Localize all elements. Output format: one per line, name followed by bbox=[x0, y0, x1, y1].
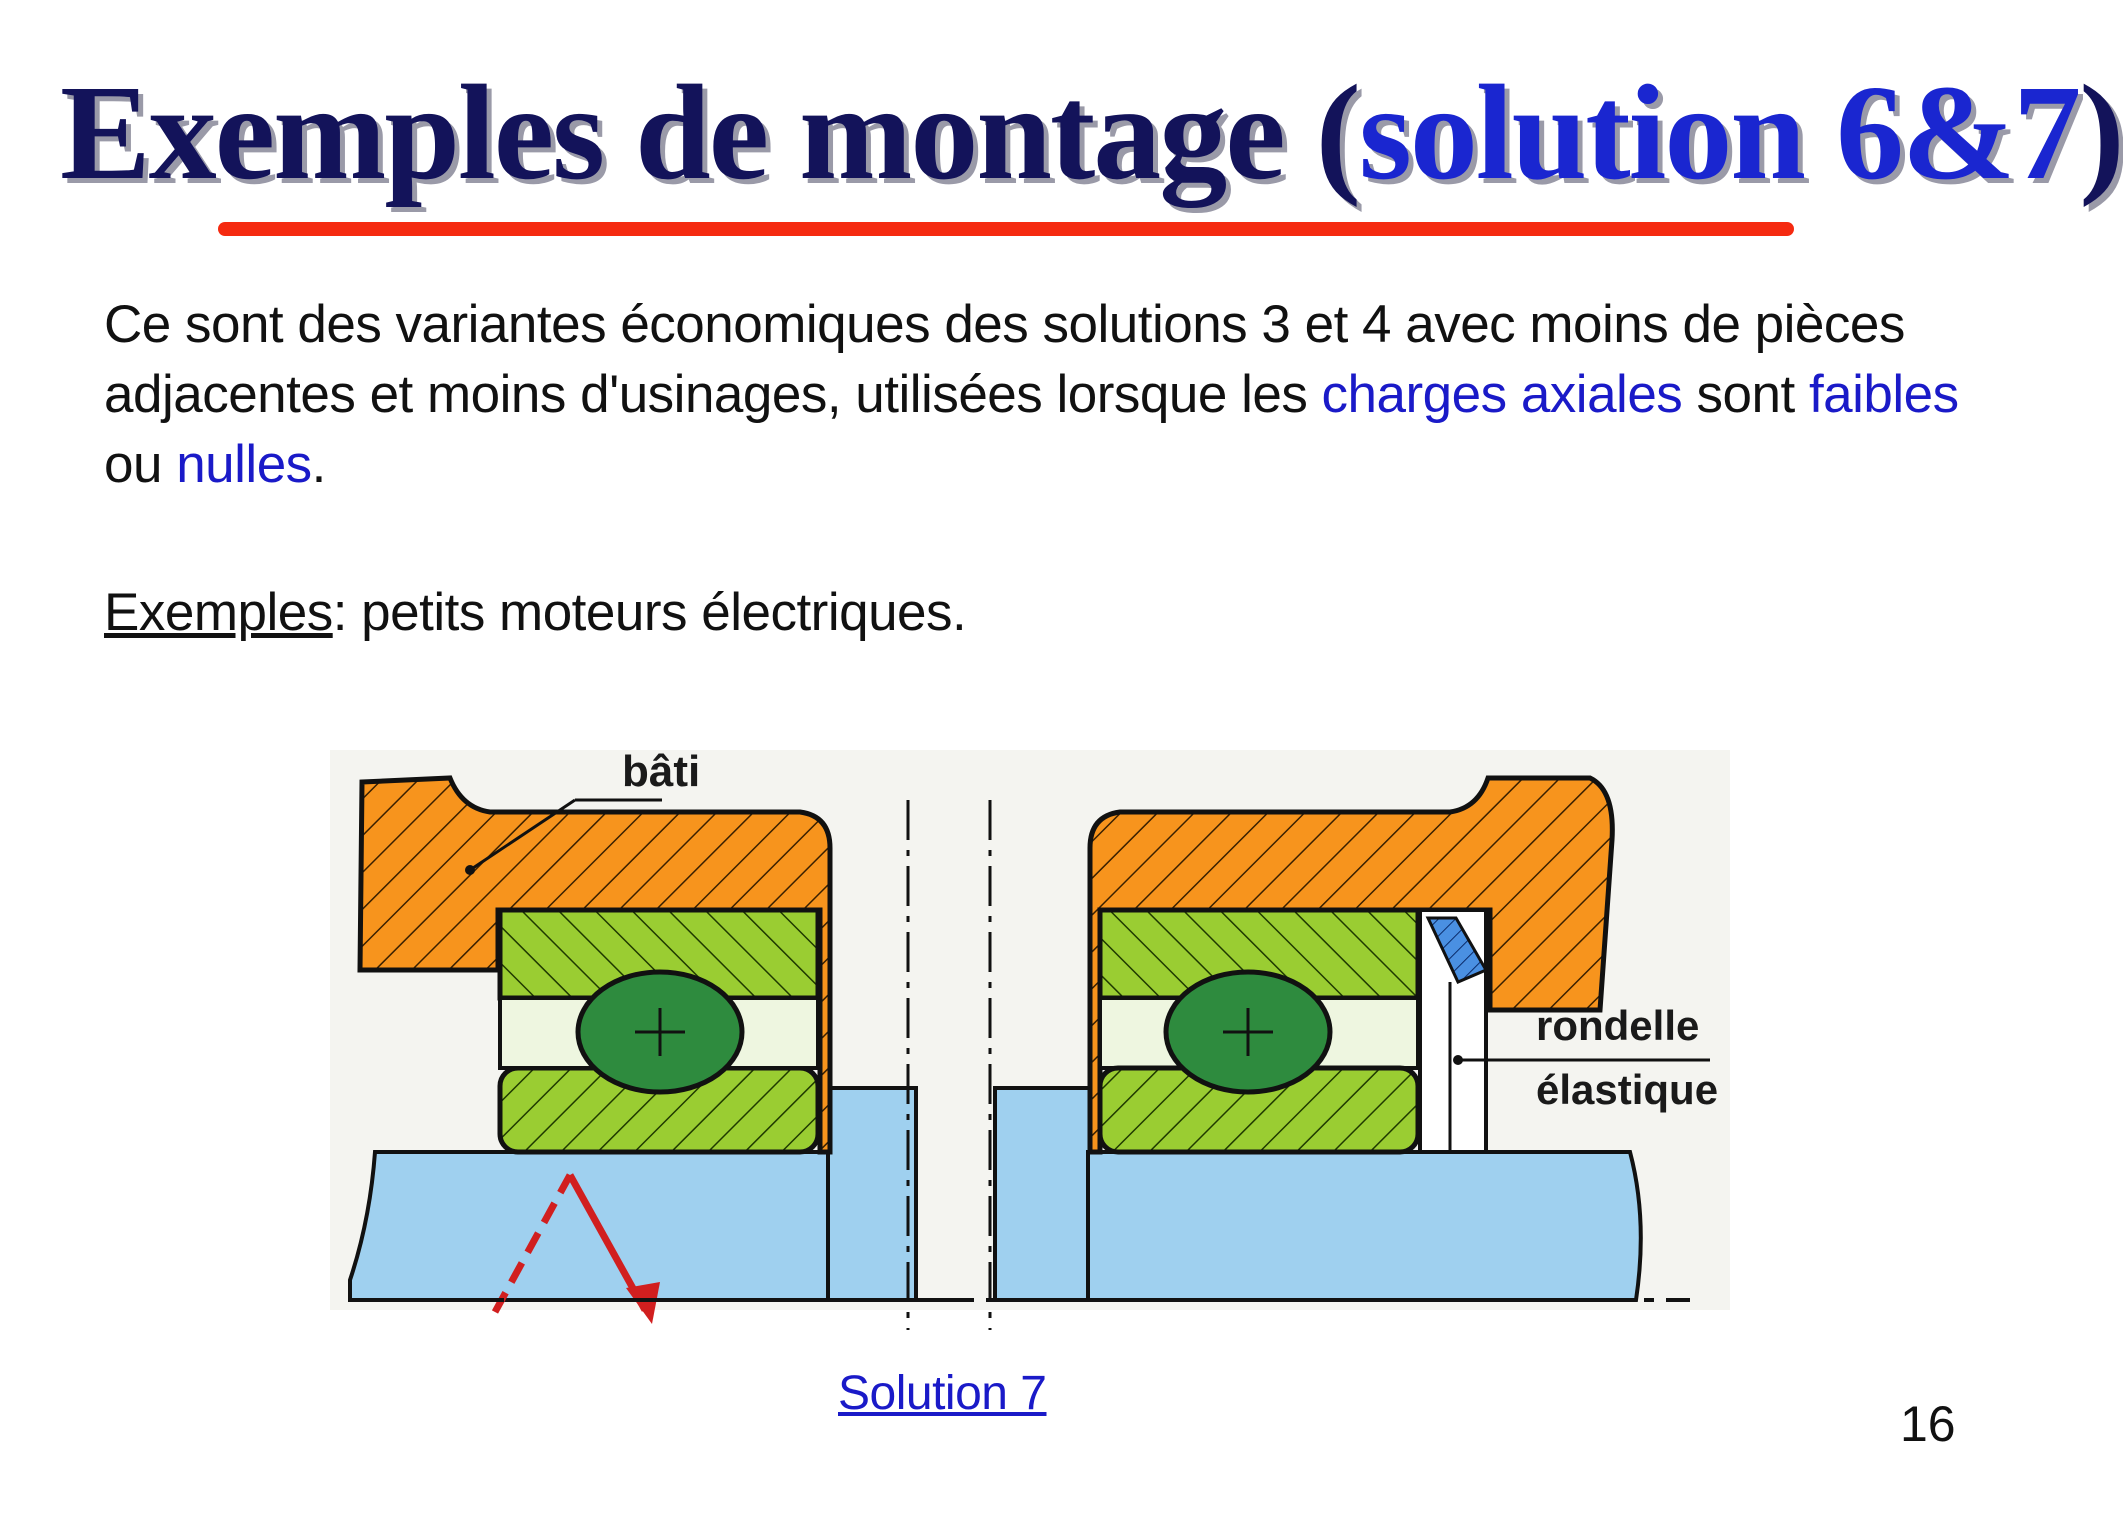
left-shaft-shoulder bbox=[828, 1088, 916, 1300]
label-rondelle: rondelle bbox=[1536, 1002, 1700, 1049]
title-main: Exemples de montage ( bbox=[60, 58, 1359, 208]
label-bati: bâti bbox=[622, 747, 701, 796]
description-paragraph bbox=[104, 290, 1984, 500]
right-shaft-shoulder bbox=[995, 1088, 1091, 1300]
examples-line bbox=[104, 578, 1604, 648]
para-part-3: ou bbox=[104, 435, 177, 494]
title-end: ) bbox=[2079, 58, 2123, 208]
para-part-1: Ce sont des variantes économiques des solutions 3 et 4 avec moins de pièces adjacentes et moins d'usinages, utilisées lorsque les bbox=[104, 295, 1905, 424]
page-number: 16 bbox=[1900, 1396, 1956, 1452]
examples-label: Exemples bbox=[104, 583, 333, 642]
frame-leader-dot bbox=[465, 865, 475, 875]
para-part-2: sont bbox=[1682, 365, 1809, 424]
para-part-4: . bbox=[311, 435, 326, 494]
keyword-charges-axiales: charges axiales bbox=[1321, 365, 1683, 424]
left-shaft bbox=[350, 1152, 828, 1300]
washer-leader-dot bbox=[1453, 1055, 1463, 1065]
examples-text: : petits moteurs électriques. bbox=[332, 583, 967, 642]
title-accent: solution 6&7 bbox=[1358, 58, 2080, 208]
bearing-mounting-diagram bbox=[330, 720, 1730, 1340]
title-underline bbox=[218, 222, 1794, 236]
label-elastique: élastique bbox=[1536, 1066, 1719, 1113]
right-shaft bbox=[1088, 1152, 1641, 1300]
solution-7-link[interactable]: Solution 7 bbox=[838, 1367, 1047, 1420]
slide-title bbox=[60, 58, 2123, 208]
keyword-nulles: nulles bbox=[176, 435, 312, 494]
keyword-faibles: faibles bbox=[1808, 365, 1959, 424]
